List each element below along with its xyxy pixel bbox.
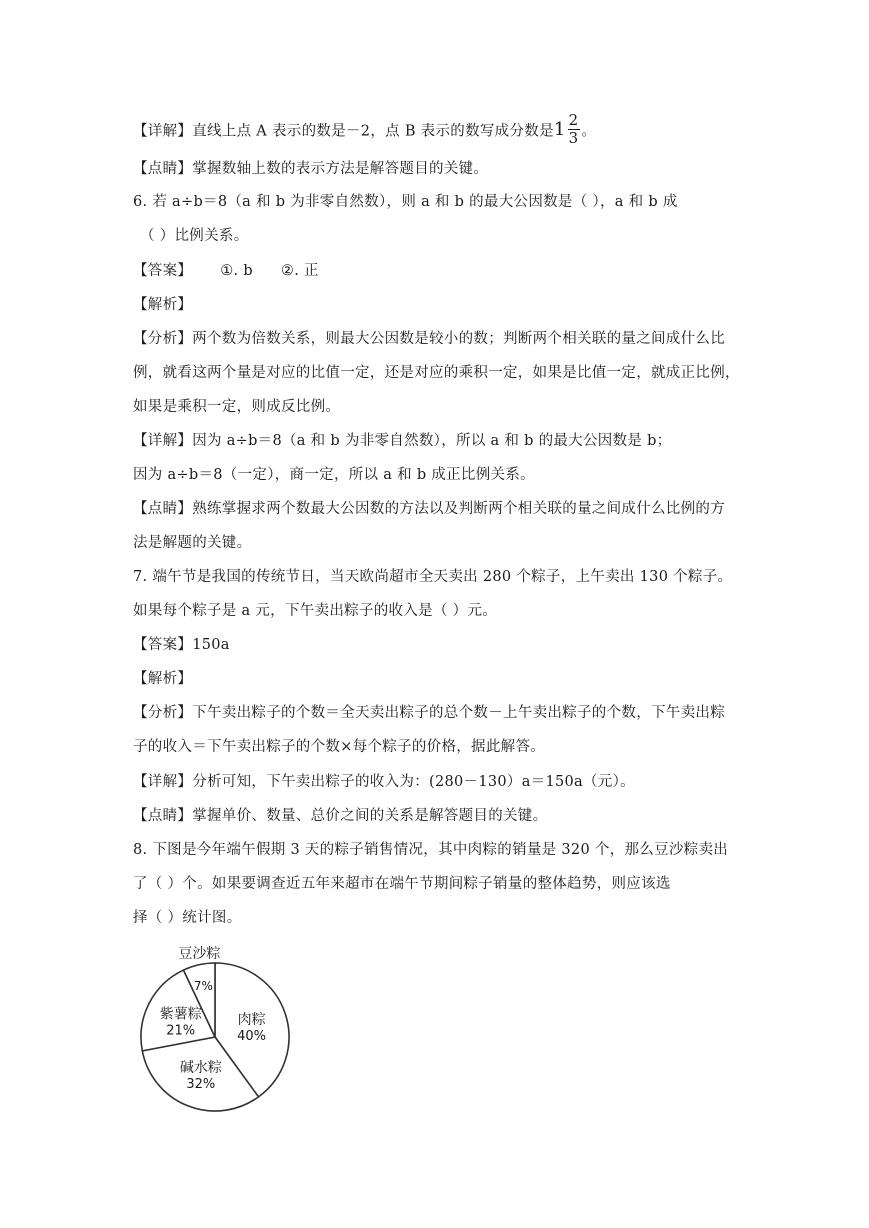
fraction-numerator: 2 xyxy=(568,111,579,129)
answer-label: 【答案】 xyxy=(133,263,193,279)
analysis-heading-q7: 【解析】 xyxy=(133,671,193,687)
key-point-line-q7: 【点睛】掌握单价、数量、总价之间的关系是解答题目的关键。 xyxy=(133,808,548,824)
pie-chart-svg xyxy=(135,940,295,1115)
detail-line-2: 因为 a÷b＝8（一定），商一定，所以 a 和 b 成正比例关系。 xyxy=(133,467,535,483)
pie-category-label-2: 紫薯粽 xyxy=(159,1006,202,1023)
pie-chart xyxy=(135,940,295,1115)
pie-category-label-1: 碱水粽 xyxy=(179,1059,222,1076)
analysis-heading-q6: 【解析】 xyxy=(133,297,193,313)
answer-part-2: ②. 正 xyxy=(280,263,319,279)
fraction xyxy=(568,112,580,147)
question-8-line-3: 择（ ）统计图。 xyxy=(133,910,242,926)
analysis-line-2: 例，就看这两个量是对应的比值一定，还是对应的乘积一定，如果是比值一定，就成正比例， xyxy=(133,365,740,381)
answer-line-q7: 【答案】150a xyxy=(133,637,230,653)
pie-value-label-3: 7% xyxy=(193,979,213,994)
pie-value-label-1: 32% xyxy=(186,1076,216,1092)
mixed-number-whole: 1 xyxy=(553,118,566,140)
fraction-denominator: 3 xyxy=(568,129,579,147)
question-6-line-1: 6. 若 a÷b＝8（a 和 b 为非零自然数），则 a 和 b 的最大公因数是（ ），a 和 b 成 xyxy=(133,194,678,210)
analysis-line-q7-2: 子的收入＝下午卖出粽子的个数×每个粽子的价格，据此解答。 xyxy=(133,739,546,755)
question-8-line-2: 了（ ）个。如果要调查近五年来超市在端午节期间粽子销量的整体趋势，则应该选 xyxy=(133,876,671,892)
pie-value-label-0: 40% xyxy=(237,1029,267,1045)
pie-category-label-0: 肉粽 xyxy=(237,1012,266,1029)
answer-part-1: ①. b xyxy=(220,263,253,279)
pie-value-label-2: 21% xyxy=(166,1023,196,1039)
detail-text: 【详解】直线上点 A 表示的数是－2，点 B 表示的数写成分数是 xyxy=(133,123,554,140)
key-point-line: 【点睛】掌握数轴上数的表示方法是解答题目的关键。 xyxy=(133,161,489,177)
analysis-line-q7-1: 【分析】下午卖出粽子的个数＝全天卖出粽子的总个数－上午卖出粽子的个数，下午卖出粽 xyxy=(133,705,725,721)
analysis-line-3: 如果是乘积一定，则成反比例。 xyxy=(133,399,341,415)
question-7-line-2: 如果每个粽子是 a 元，下午卖出粽子的收入是（ ）元。 xyxy=(133,603,498,619)
detail-line-fraction xyxy=(133,111,597,149)
detail-line-q7: 【详解】分析可知，下午卖出粽子的收入为：(280－130）a＝150a（元）。 xyxy=(133,774,635,790)
question-6-line-2: （ ）比例关系。 xyxy=(140,228,249,244)
analysis-line-1: 【分析】两个数为倍数关系，则最大公因数是较小的数；判断两个相关联的量之间成什么比 xyxy=(133,331,725,347)
pie-category-label-3: 豆沙粽 xyxy=(178,946,221,962)
question-7-line-1: 7. 端午节是我国的传统节日，当天欧尚超市全天卖出 280 个粽子，上午卖出 130 个粽子。 xyxy=(133,569,733,585)
detail-line-1: 【详解】因为 a÷b＝8（a 和 b 为非零自然数），所以 a 和 b 的最大公因数是 b； xyxy=(133,433,672,449)
key-point-line-2: 法是解题的关键。 xyxy=(133,535,252,551)
question-8-line-1: 8. 下图是今年端午假期 3 天的粽子销售情况，其中肉粽的销量是 320 个，那么豆沙粽卖出 xyxy=(133,842,729,858)
answer-line-q6 xyxy=(133,261,319,281)
key-point-line-1: 【点睛】熟练掌握求两个数最大公因数的方法以及判断两个相关联的量之间成什么比例的方 xyxy=(133,501,725,517)
detail-text-end: 。 xyxy=(581,123,597,140)
